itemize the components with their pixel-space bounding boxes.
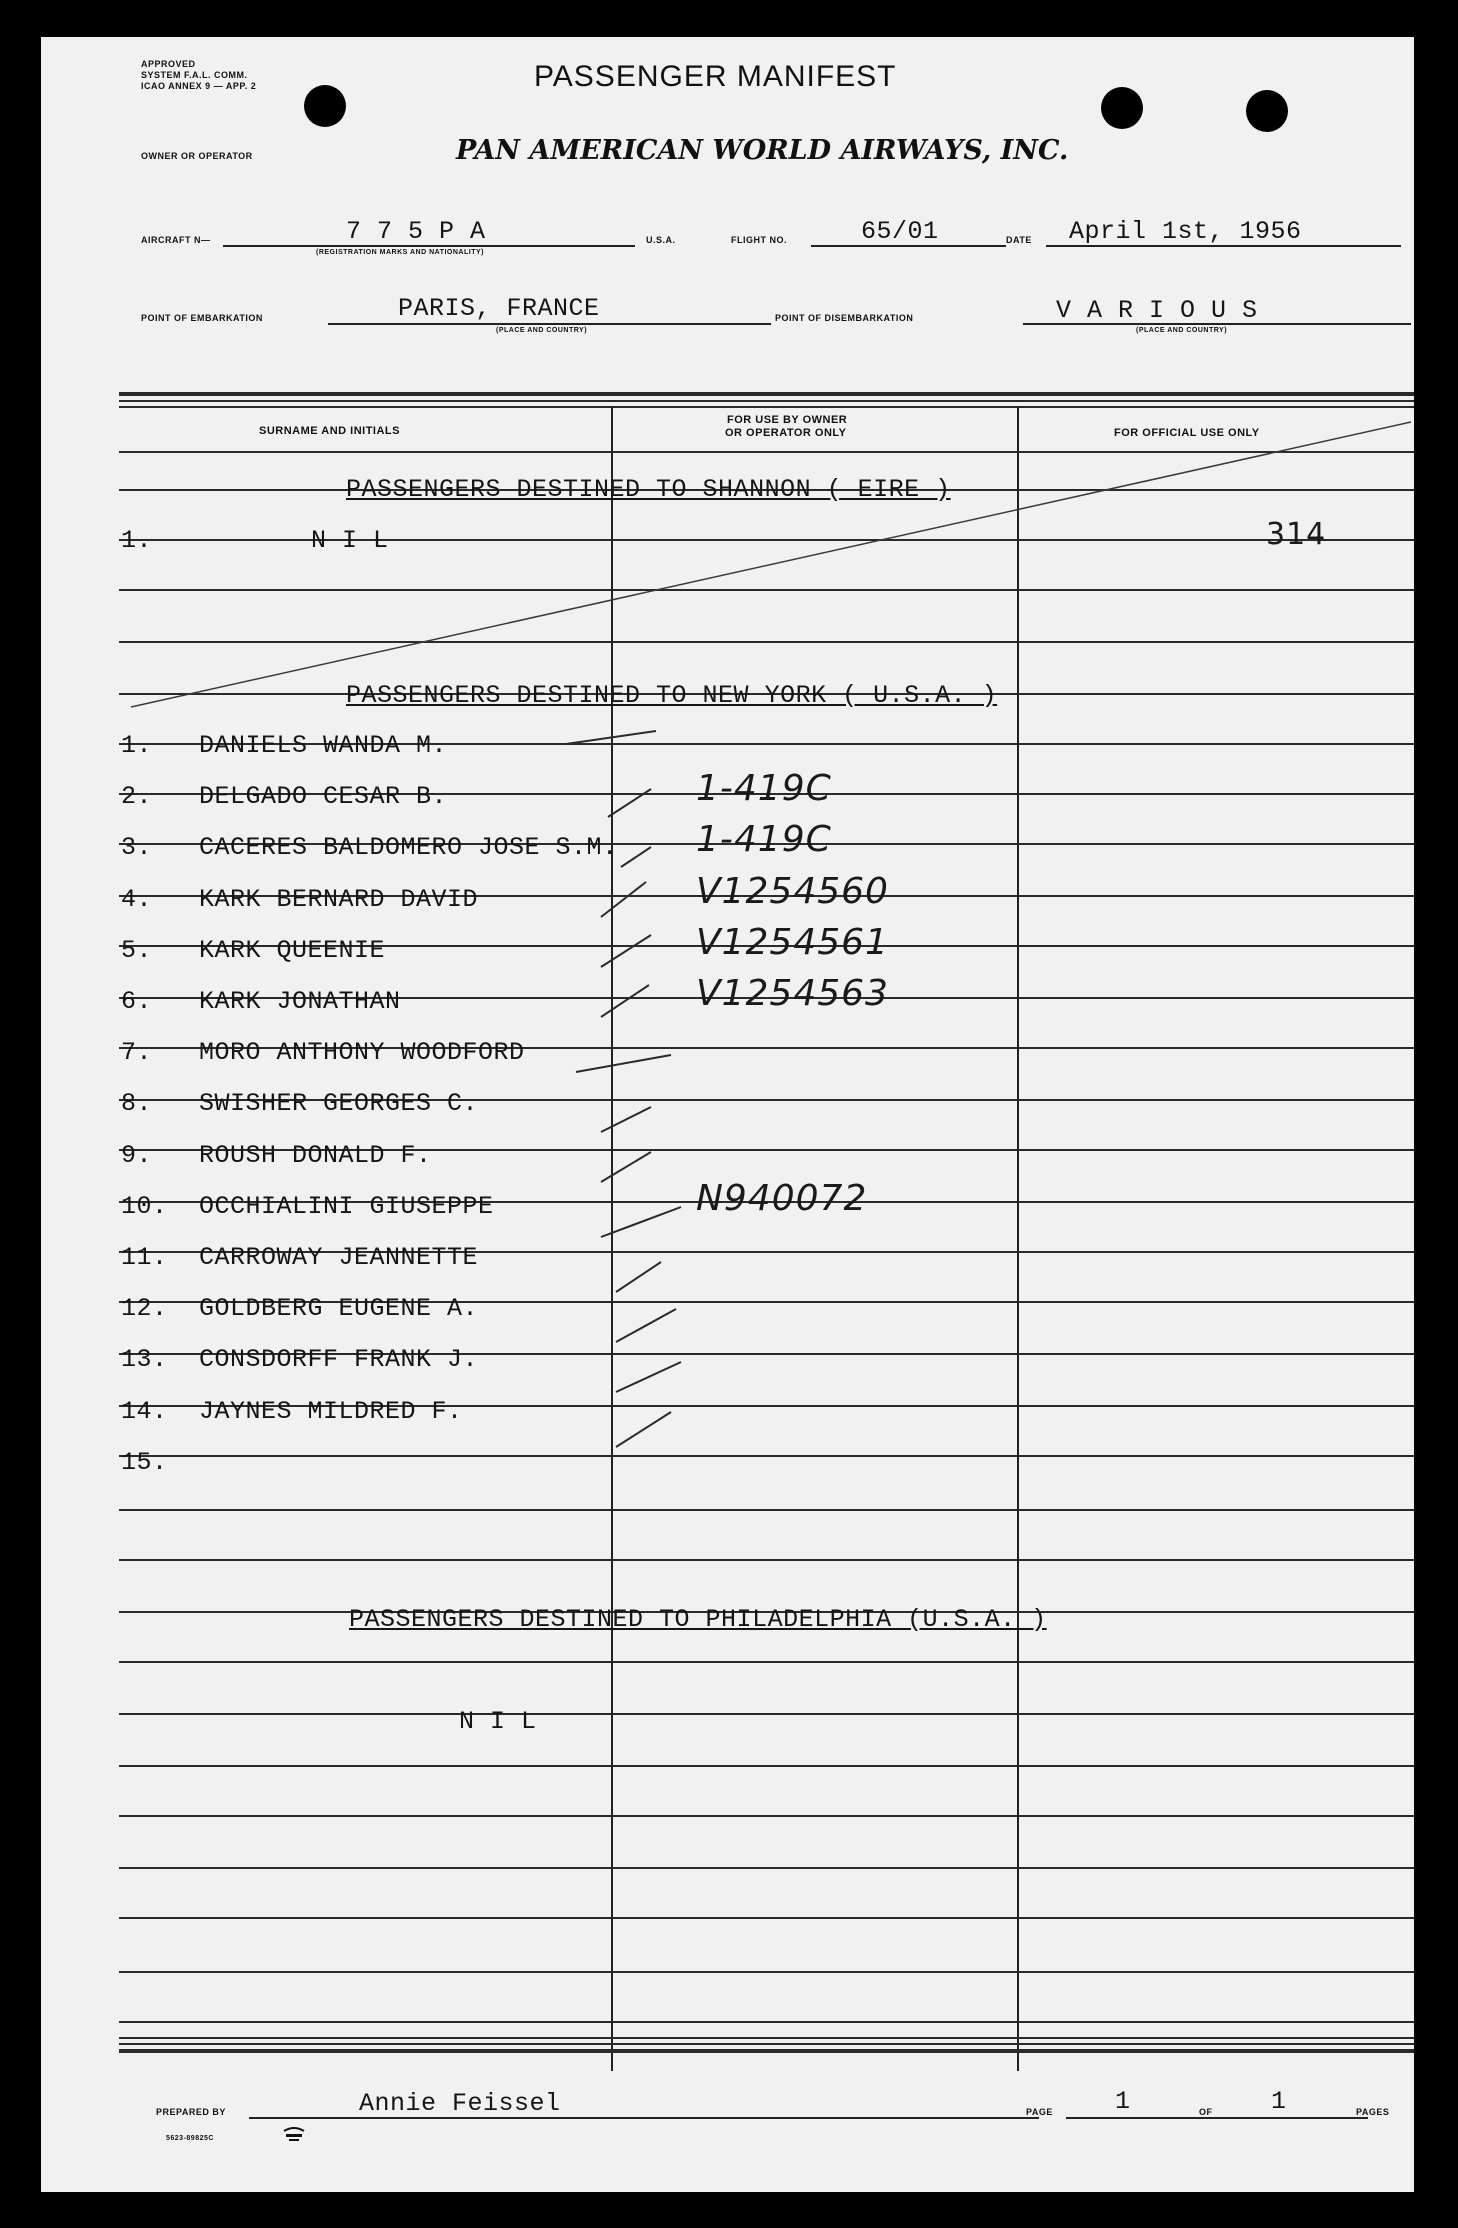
- owner-label: OWNER OR OPERATOR: [141, 151, 253, 161]
- registration-caption: (REGISTRATION MARKS AND NATIONALITY): [316, 249, 484, 256]
- usa-label: U.S.A.: [646, 235, 676, 245]
- check-mark: [616, 1309, 676, 1342]
- passport-number: V1254563: [696, 973, 889, 1014]
- embarkation-label: POINT OF EMBARKATION: [141, 313, 263, 323]
- passenger-name: KARK QUEENIE: [199, 936, 386, 965]
- check-mark: [601, 985, 649, 1017]
- pages-total: 1: [1271, 2087, 1287, 2116]
- form-code: 5623-89825C: [166, 2135, 214, 2142]
- passport-number: V1254561: [696, 922, 889, 963]
- passenger-name: MORO ANTHONY WOODFORD: [199, 1038, 525, 1067]
- passenger-number: 12.: [121, 1294, 168, 1323]
- place-caption-2: (PLACE AND COUNTRY): [1136, 327, 1228, 334]
- flight-value: 65/01: [861, 217, 939, 246]
- place-caption: (PLACE AND COUNTRY): [496, 327, 588, 334]
- check-mark: [621, 847, 651, 867]
- flight-label: FLIGHT NO.: [731, 235, 787, 245]
- passenger-name: OCCHIALINI GIUSEPPE: [199, 1192, 494, 1221]
- passenger-number: 13.: [121, 1345, 168, 1374]
- passenger-number: 14.: [121, 1397, 168, 1426]
- check-mark: [576, 1055, 671, 1072]
- section-heading-new-york: PASSENGERS DESTINED TO NEW YORK ( U.S.A. ): [346, 681, 998, 710]
- column-header-owner-2: OR OPERATOR ONLY: [725, 427, 847, 439]
- check-mark: [616, 1362, 681, 1392]
- passenger-name: KARK JONATHAN: [199, 987, 401, 1016]
- prepared-by-value: Annie Feissel: [359, 2089, 561, 2118]
- passenger-number: 4.: [121, 885, 153, 914]
- operator-name: PAN AMERICAN WORLD AIRWAYS, INC.: [456, 135, 1069, 166]
- passenger-number: 6.: [121, 987, 153, 1016]
- passport-number: 1-419C: [696, 819, 832, 860]
- approval-line-1: APPROVED: [141, 59, 196, 69]
- passenger-number: 10.: [121, 1192, 168, 1221]
- passenger-number: 15.: [121, 1448, 168, 1477]
- passport-number: N940072: [696, 1178, 868, 1219]
- date-label: DATE: [1006, 235, 1032, 245]
- passenger-number: 5.: [121, 936, 153, 965]
- embarkation-value: PARIS, FRANCE: [398, 294, 600, 323]
- check-mark: [601, 882, 646, 917]
- passenger-name: CARROWAY JEANNETTE: [199, 1243, 479, 1272]
- approval-line-3: ICAO ANNEX 9 — APP. 2: [141, 81, 257, 91]
- check-mark: [566, 731, 656, 744]
- pages-label: PAGES: [1356, 2107, 1390, 2117]
- passport-number: V1254560: [696, 871, 889, 912]
- passenger-name: CACERES BALDOMERO JOSE S.M.: [199, 833, 618, 862]
- disembarkation-value: V A R I O U S: [1056, 296, 1258, 325]
- passenger-number: 11.: [121, 1243, 168, 1272]
- passenger-number: 7.: [121, 1038, 153, 1067]
- of-label: OF: [1199, 2107, 1213, 2117]
- passenger-number: 8.: [121, 1089, 153, 1118]
- passenger-name: GOLDBERG EUGENE A.: [199, 1294, 479, 1323]
- shannon-nil: N I L: [311, 526, 389, 555]
- passenger-number: 2.: [121, 782, 153, 811]
- passenger-number: 3.: [121, 833, 153, 862]
- philadelphia-nil: N I L: [459, 1707, 537, 1736]
- passenger-name: CONSDORFF FRANK J.: [199, 1345, 479, 1374]
- page-title: PASSENGER MANIFEST: [534, 60, 897, 93]
- passenger-name: ROUSH DONALD F.: [199, 1141, 432, 1170]
- passenger-name: DANIELS WANDA M.: [199, 731, 448, 760]
- passenger-number: 1.: [121, 731, 153, 760]
- passenger-name: KARK BERNARD DAVID: [199, 885, 479, 914]
- section-heading-philadelphia: PASSENGERS DESTINED TO PHILADELPHIA (U.S.A. ): [349, 1605, 1047, 1634]
- column-header-surname: SURNAME AND INITIALS: [259, 425, 400, 437]
- page-number: 1: [1115, 2087, 1131, 2116]
- column-header-owner-1: FOR USE BY OWNER: [727, 414, 848, 426]
- prepared-by-label: PREPARED BY: [156, 2107, 226, 2117]
- page-label: PAGE: [1026, 2107, 1053, 2117]
- column-header-official: FOR OFFICIAL USE ONLY: [1114, 427, 1260, 439]
- date-value: April 1st, 1956: [1069, 217, 1302, 246]
- passenger-name: SWISHER GEORGES C.: [199, 1089, 479, 1118]
- official-number: 314: [1266, 517, 1327, 552]
- handwriting-overlay: [41, 37, 1414, 2192]
- aircraft-value: 7 7 5 P A: [346, 217, 486, 246]
- section-heading-shannon: PASSENGERS DESTINED TO SHANNON ( EIRE ): [346, 475, 951, 504]
- check-mark: [601, 1152, 651, 1182]
- check-mark: [608, 789, 651, 817]
- check-mark: [616, 1262, 661, 1292]
- shannon-row-number: 1.: [121, 526, 153, 555]
- nil-strike-diagonal: [131, 422, 1411, 707]
- approval-line-2: SYSTEM F.A.L. COMM.: [141, 70, 248, 80]
- passenger-name: JAYNES MILDRED F.: [199, 1397, 463, 1426]
- check-mark: [601, 935, 651, 967]
- manifest-sheet: [41, 37, 1414, 2192]
- check-mark: [616, 1412, 671, 1447]
- check-mark: [601, 1207, 681, 1237]
- passenger-name: DELGADO CESAR B.: [199, 782, 448, 811]
- disembarkation-label: POINT OF DISEMBARKATION: [775, 313, 914, 323]
- passenger-number: 9.: [121, 1141, 153, 1170]
- check-mark: [601, 1107, 651, 1132]
- aircraft-label: AIRCRAFT N—: [141, 235, 211, 245]
- passport-number: 1-419C: [696, 768, 832, 809]
